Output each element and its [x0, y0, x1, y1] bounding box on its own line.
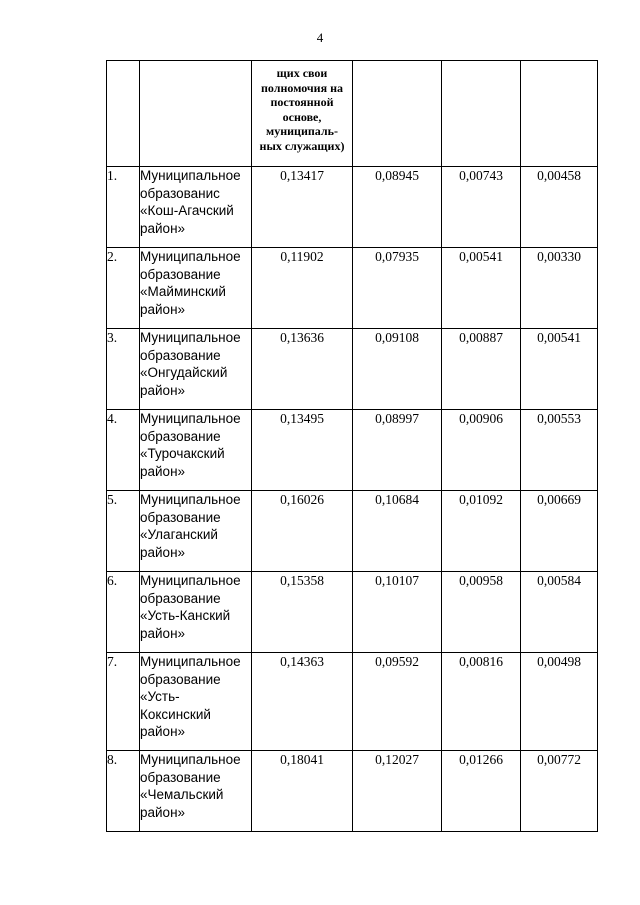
- table-row: [107, 491, 598, 572]
- row-number: 8.: [107, 751, 140, 832]
- table-row: [107, 572, 598, 653]
- row-name: Муниципальное образованис «Кош-Агачский район»: [140, 167, 252, 248]
- row-value-1: 0,13417: [252, 167, 353, 248]
- row-value-2: 0,12027: [353, 751, 442, 832]
- row-value-4: 0,00669: [521, 491, 598, 572]
- row-number: 6.: [107, 572, 140, 653]
- table-row: [107, 248, 598, 329]
- row-value-4: 0,00541: [521, 329, 598, 410]
- row-value-3: 0,00887: [442, 329, 521, 410]
- row-number: 3.: [107, 329, 140, 410]
- table-row: [107, 751, 598, 832]
- header-cell-col3: [252, 61, 353, 167]
- row-value-4: 0,00553: [521, 410, 598, 491]
- table-body: [107, 61, 598, 832]
- header-cell-name: [140, 61, 252, 167]
- page-number: 4: [316, 30, 324, 45]
- row-value-1: 0,13636: [252, 329, 353, 410]
- row-value-4: 0,00498: [521, 653, 598, 751]
- row-name: Муниципальное образование «Усть-Канский район»: [140, 572, 252, 653]
- row-name: Муниципальное образование «Онгудайский район»: [140, 329, 252, 410]
- row-value-3: 0,01266: [442, 751, 521, 832]
- row-number: 2.: [107, 248, 140, 329]
- row-value-4: 0,00458: [521, 167, 598, 248]
- header-col3-text: щих свои полномочия на постоянной основе, муниципаль- ных служащих): [259, 66, 345, 153]
- row-value-3: 0,00958: [442, 572, 521, 653]
- row-name: Муниципальное образование «Чемальский район»: [140, 751, 252, 832]
- table-header-row: [107, 61, 598, 167]
- row-value-1: 0,18041: [252, 751, 353, 832]
- row-value-1: 0,13495: [252, 410, 353, 491]
- row-name: Муниципальное образование «Майминский район»: [140, 248, 252, 329]
- row-name: Муниципальное образование «Усть- Коксинский район»: [140, 653, 252, 751]
- row-value-2: 0,08997: [353, 410, 442, 491]
- row-number: 7.: [107, 653, 140, 751]
- row-number: 1.: [107, 167, 140, 248]
- row-value-2: 0,08945: [353, 167, 442, 248]
- row-value-1: 0,11902: [252, 248, 353, 329]
- header-cell-col5: [442, 61, 521, 167]
- row-name: Муниципальное образование «Турочакский район»: [140, 410, 252, 491]
- row-name: Муниципальное образование «Улаганский район»: [140, 491, 252, 572]
- row-value-2: 0,09108: [353, 329, 442, 410]
- row-value-4: 0,00772: [521, 751, 598, 832]
- row-value-1: 0,15358: [252, 572, 353, 653]
- table-row: [107, 167, 598, 248]
- table-row: [107, 410, 598, 491]
- row-value-3: 0,00743: [442, 167, 521, 248]
- row-value-3: 0,00816: [442, 653, 521, 751]
- row-value-2: 0,07935: [353, 248, 442, 329]
- data-table: [106, 60, 598, 832]
- row-number: 5.: [107, 491, 140, 572]
- row-value-4: 0,00584: [521, 572, 598, 653]
- row-value-1: 0,14363: [252, 653, 353, 751]
- row-value-2: 0,10684: [353, 491, 442, 572]
- row-number: 4.: [107, 410, 140, 491]
- row-value-1: 0,16026: [252, 491, 353, 572]
- header-cell-col4: [353, 61, 442, 167]
- table-row: [107, 653, 598, 751]
- row-value-3: 0,00541: [442, 248, 521, 329]
- row-value-2: 0,09592: [353, 653, 442, 751]
- table-row: [107, 329, 598, 410]
- header-cell-col6: [521, 61, 598, 167]
- row-value-2: 0,10107: [353, 572, 442, 653]
- row-value-4: 0,00330: [521, 248, 598, 329]
- row-value-3: 0,00906: [442, 410, 521, 491]
- header-cell-number: [107, 61, 140, 167]
- row-value-3: 0,01092: [442, 491, 521, 572]
